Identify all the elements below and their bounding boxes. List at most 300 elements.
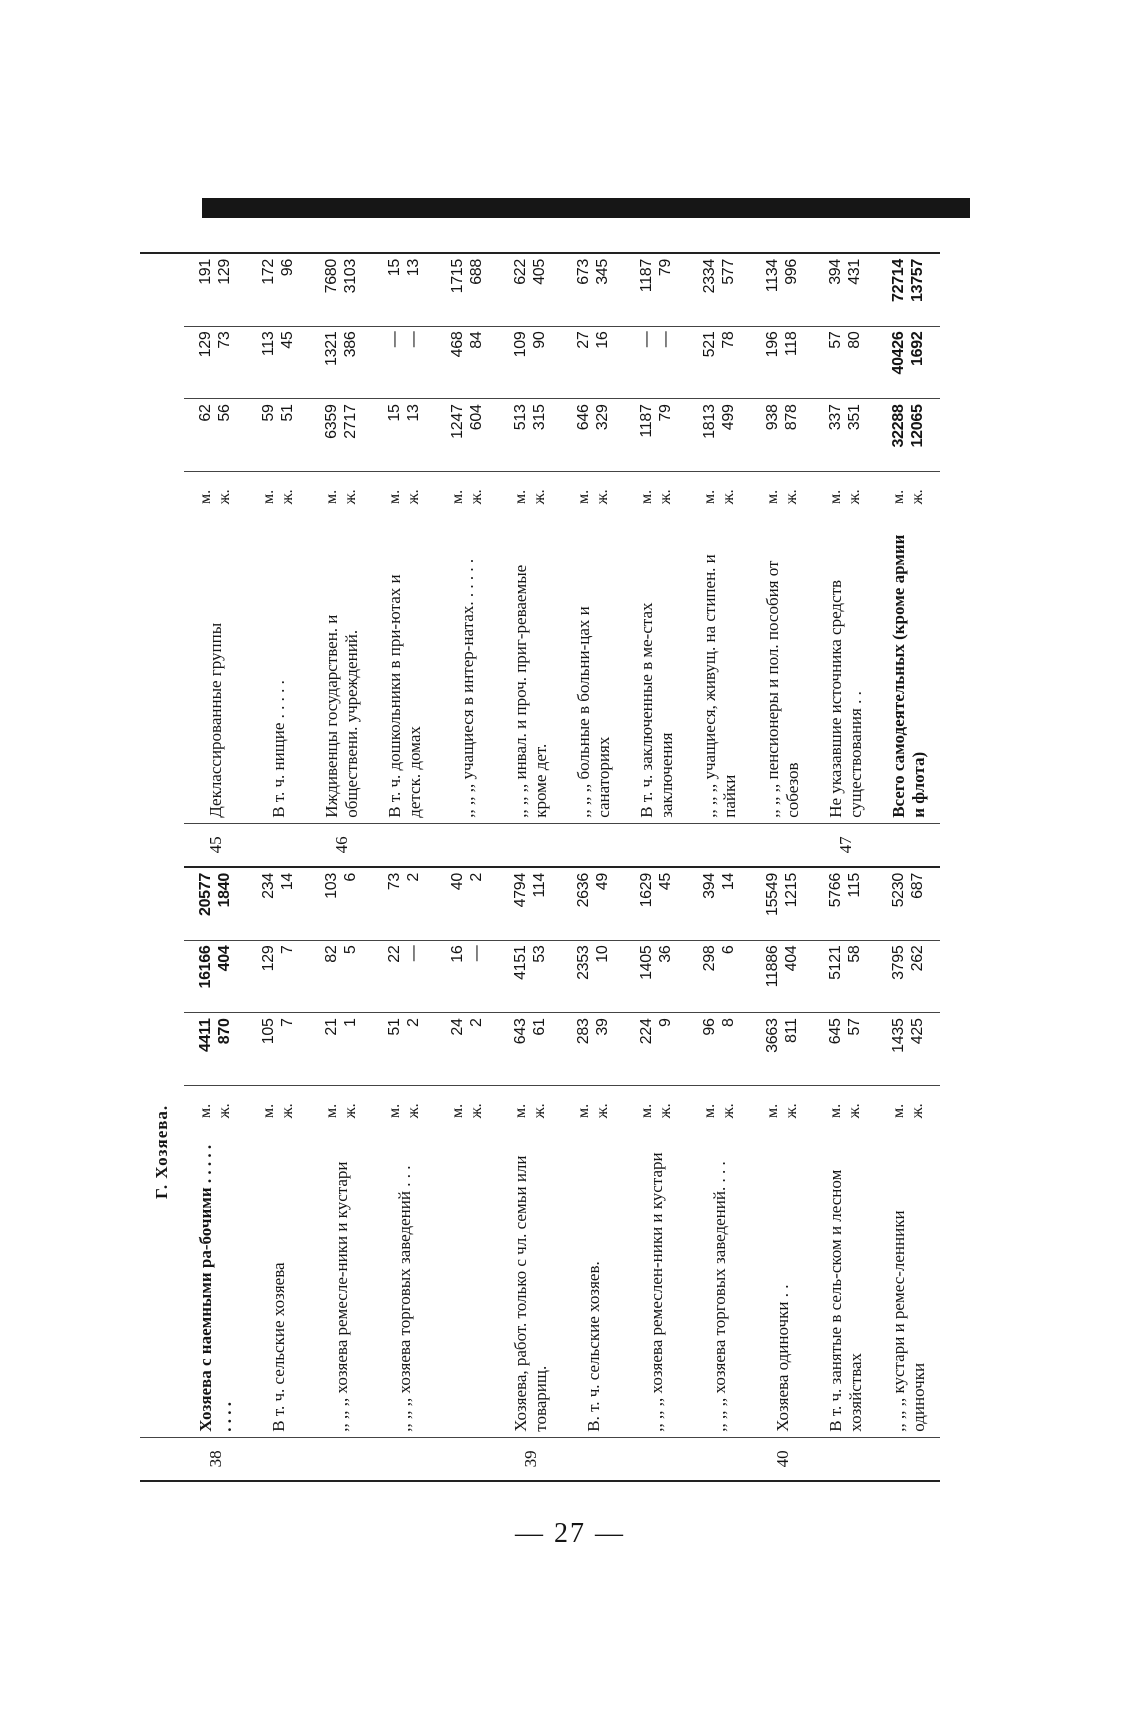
- right-value-c1-f: 604: [467, 404, 485, 431]
- left-value-c1-m: 24: [449, 1018, 467, 1036]
- left-value-c2-m: 298: [701, 945, 719, 972]
- sex-f: ж.: [782, 489, 800, 505]
- right-row-number: [751, 823, 814, 867]
- left-value-c1-m: 283: [575, 1018, 593, 1045]
- right-value-c2: [436, 326, 499, 399]
- left-value-c2: [751, 940, 814, 1013]
- right-value-c3: [877, 253, 940, 326]
- sex-marker: [688, 1086, 751, 1136]
- right-value-c1-m: 6359: [323, 404, 341, 439]
- sex-marker: [562, 472, 625, 522]
- left-value-c2-m: 22: [386, 945, 404, 963]
- left-value-c3-f: 1840: [215, 873, 233, 908]
- right-value-c2: [247, 326, 310, 399]
- table-row: [499, 253, 562, 1481]
- left-row-number: [373, 1437, 436, 1481]
- sex-f: ж.: [845, 489, 863, 505]
- right-value-c2-m: 113: [260, 331, 278, 357]
- right-row-label: ,, ,, ,, учащиеся в интер-натах. . . . . .: [436, 521, 499, 823]
- right-value-c1: [436, 399, 499, 472]
- sex-marker: [625, 1086, 688, 1136]
- left-value-c2-m: 129: [260, 945, 278, 972]
- left-value-c2: [247, 940, 310, 1013]
- left-value-c3: [688, 867, 751, 940]
- sex-f: ж.: [908, 1103, 926, 1119]
- left-value-c3: [562, 867, 625, 940]
- right-value-c3-m: 2334: [701, 259, 719, 294]
- sex-marker: [184, 1086, 247, 1136]
- left-row-label: В т. ч. сельские хозяева: [247, 1135, 310, 1437]
- left-value-c2-m: 16166: [197, 945, 215, 989]
- sex-marker: [373, 1086, 436, 1136]
- right-value-c3: [184, 253, 247, 326]
- right-value-c1: [184, 399, 247, 472]
- right-value-c3: [562, 253, 625, 326]
- right-value-c3-m: 1187: [638, 259, 656, 293]
- sex-m: м.: [386, 1103, 404, 1118]
- right-row-number: [625, 823, 688, 867]
- right-value-c3: [814, 253, 877, 326]
- sex-m: м.: [449, 1103, 467, 1118]
- right-value-c2-m: 27: [575, 331, 593, 349]
- right-value-c1: [499, 399, 562, 472]
- right-value-c3-m: 15: [386, 259, 404, 277]
- sex-m: м.: [260, 1103, 278, 1118]
- right-value-c3-m: 1715: [449, 259, 467, 294]
- left-value-c2: [436, 940, 499, 1013]
- top-rule: [202, 198, 970, 218]
- right-value-c1-m: 1813: [701, 404, 719, 439]
- sex-f: ж.: [719, 1103, 737, 1119]
- left-row-number: 38: [184, 1437, 247, 1481]
- left-row-number: [562, 1437, 625, 1481]
- right-value-c3: [688, 253, 751, 326]
- left-value-c3-m: 234: [260, 873, 278, 899]
- rotated-table-block: [140, 252, 940, 1482]
- sex-marker: [877, 472, 940, 522]
- left-row-label: ,, ,, ,, хозяева торговых заведений . . .: [373, 1135, 436, 1437]
- right-value-c2-m: —: [386, 331, 404, 348]
- right-value-c2-f: 45: [278, 331, 296, 349]
- right-value-c2-f: 16: [593, 331, 611, 349]
- left-value-c1-m: 645: [827, 1018, 845, 1045]
- sex-m: м.: [827, 1103, 845, 1118]
- left-value-c3: [877, 867, 940, 940]
- sex-marker: [877, 1086, 940, 1136]
- right-row-label: В т. ч. дошкольники в при-ютах и детск. домах: [373, 521, 436, 823]
- left-value-c3: [499, 867, 562, 940]
- left-row-number: [625, 1437, 688, 1481]
- sex-m: м.: [890, 489, 908, 504]
- right-row-label: ,, ,, ,, пенсионеры и пол. пособия от собезов: [751, 521, 814, 823]
- right-value-c2-f: 80: [845, 331, 863, 349]
- right-row-label: Иждивенцы государствен. и обществени. учреждений.: [310, 521, 373, 823]
- header-empty-num: [140, 1437, 184, 1481]
- sex-m: м.: [512, 1103, 530, 1118]
- right-value-c1: [814, 399, 877, 472]
- sex-marker: [373, 472, 436, 522]
- right-value-c1-m: 513: [512, 404, 530, 431]
- right-value-c2: [310, 326, 373, 399]
- left-value-c1-f: 811: [782, 1018, 800, 1044]
- sex-f: ж.: [404, 1103, 422, 1119]
- right-row-label: Не указавшие источника средств существования . .: [814, 521, 877, 823]
- statistics-table: [140, 252, 940, 1482]
- left-value-c3-m: 103: [323, 873, 341, 899]
- left-value-c3-m: 73: [386, 873, 404, 891]
- table-row: [688, 253, 751, 1481]
- left-value-c1-m: 643: [512, 1018, 530, 1045]
- sex-marker: [436, 472, 499, 522]
- sex-marker: [751, 1086, 814, 1136]
- right-row-number: [436, 823, 499, 867]
- left-value-c3-m: 15549: [764, 873, 782, 917]
- sex-m: м.: [575, 1103, 593, 1118]
- sex-marker: [247, 472, 310, 522]
- sex-f: ж.: [845, 1103, 863, 1119]
- right-value-c2-m: 57: [827, 331, 845, 349]
- sex-f: ж.: [215, 489, 233, 505]
- left-value-c1-m: 3663: [764, 1018, 782, 1053]
- sex-m: м.: [197, 1103, 215, 1118]
- left-row-number: 39: [499, 1437, 562, 1481]
- sex-marker: [814, 1086, 877, 1136]
- left-value-c2-f: 7: [278, 945, 296, 955]
- sex-f: ж.: [656, 489, 674, 505]
- left-value-c2: [562, 940, 625, 1013]
- sex-m: м.: [764, 489, 782, 504]
- right-value-c1: [751, 399, 814, 472]
- left-value-c3-m: 394: [701, 873, 719, 899]
- right-value-c3-f: 405: [530, 259, 548, 285]
- left-row-number: 40: [751, 1437, 814, 1481]
- left-value-c3: [625, 867, 688, 940]
- sex-f: ж.: [278, 489, 296, 505]
- left-value-c2: [877, 940, 940, 1013]
- sex-f: ж.: [341, 1103, 359, 1119]
- left-value-c1-m: 105: [260, 1018, 278, 1045]
- table-row: [247, 253, 310, 1481]
- left-value-c3: [184, 867, 247, 940]
- left-value-c3-f: 6: [341, 873, 359, 882]
- right-value-c1: [625, 399, 688, 472]
- right-value-c2-f: 84: [467, 331, 485, 349]
- table-row: [751, 253, 814, 1481]
- right-value-c1: [688, 399, 751, 472]
- left-value-c1: [184, 1013, 247, 1086]
- right-row-number: [247, 823, 310, 867]
- sex-m: м.: [260, 489, 278, 504]
- right-row-label: Всего самодеятельных (кроме армии и флота): [877, 521, 940, 823]
- sex-marker: [436, 1086, 499, 1136]
- right-value-c2: [562, 326, 625, 399]
- sex-marker: [247, 1086, 310, 1136]
- right-value-c2-f: 90: [530, 331, 548, 349]
- left-value-c3: [310, 867, 373, 940]
- left-value-c1: [310, 1013, 373, 1086]
- left-value-c1-m: 96: [701, 1018, 719, 1036]
- right-value-c2-f: 78: [719, 331, 737, 349]
- right-value-c1-f: 13: [404, 404, 422, 422]
- right-value-c1-m: 32288: [890, 404, 908, 448]
- right-value-c3-f: 79: [656, 259, 674, 277]
- sex-marker: [562, 1086, 625, 1136]
- left-value-c2-f: 36: [656, 945, 674, 963]
- left-value-c2-f: 10: [593, 945, 611, 963]
- left-value-c3-f: 115: [845, 873, 863, 898]
- left-row-number: [436, 1437, 499, 1481]
- right-value-c3-f: 13757: [908, 259, 926, 302]
- left-value-c1-f: 2: [404, 1018, 422, 1028]
- left-row-label: ,, ,, ,, хозяева ремеслен-ники и кустари: [625, 1135, 688, 1437]
- right-row-number: 46: [310, 823, 373, 867]
- left-value-c1: [751, 1013, 814, 1086]
- sex-m: м.: [701, 1103, 719, 1118]
- right-value-c3-m: 673: [575, 259, 593, 285]
- right-value-c2-f: 1692: [908, 331, 926, 366]
- left-value-c1: [814, 1013, 877, 1086]
- left-value-c3-f: 49: [593, 873, 611, 891]
- sex-m: м.: [197, 489, 215, 504]
- sex-f: ж.: [278, 1103, 296, 1119]
- left-value-c1-m: 4411: [197, 1018, 215, 1052]
- left-value-c3-m: 2636: [575, 873, 593, 908]
- right-value-c2-m: 1321: [323, 331, 341, 366]
- left-row-label: [436, 1135, 499, 1437]
- right-value-c1: [247, 399, 310, 472]
- left-value-c2-f: 5: [341, 945, 359, 955]
- right-value-c1-f: 51: [278, 404, 296, 422]
- right-value-c3: [310, 253, 373, 326]
- left-row-label: В. т. ч. сельские хозяев.: [562, 1135, 625, 1437]
- right-value-c2-m: 129: [197, 331, 215, 358]
- header-empty-right: [140, 253, 184, 867]
- left-value-c2-m: 3795: [890, 945, 908, 980]
- right-value-c2-m: 40426: [890, 331, 908, 375]
- right-value-c2-m: 521: [701, 331, 719, 358]
- left-value-c1: [877, 1013, 940, 1086]
- right-value-c3-m: 1134: [764, 259, 782, 293]
- left-value-c3: [247, 867, 310, 940]
- left-value-c1-f: 1: [341, 1018, 359, 1028]
- right-value-c2-m: 196: [764, 331, 782, 358]
- left-value-c2-m: 16: [449, 945, 467, 963]
- sex-f: ж.: [593, 489, 611, 505]
- left-value-c1-f: 9: [656, 1018, 674, 1028]
- left-row-label: Хозяева, работ. только с чл. семьи или товарищ.: [499, 1135, 562, 1437]
- right-row-label: Деклассированные группы: [184, 521, 247, 823]
- right-value-c2: [373, 326, 436, 399]
- sex-m: м.: [701, 489, 719, 504]
- sex-m: м.: [386, 489, 404, 504]
- right-row-number: 45: [184, 823, 247, 867]
- sex-m: м.: [449, 489, 467, 504]
- right-value-c3: [499, 253, 562, 326]
- left-value-c2-m: 5121: [827, 945, 845, 980]
- right-value-c3-f: 3103: [341, 259, 359, 294]
- left-value-c1: [562, 1013, 625, 1086]
- right-value-c1: [877, 399, 940, 472]
- left-value-c3-f: 687: [908, 873, 926, 899]
- left-value-c1-m: 51: [386, 1018, 404, 1036]
- sex-f: ж.: [404, 489, 422, 505]
- left-row-label: ,, ,, ,, кустари и ремес-ленники одиночки: [877, 1135, 940, 1437]
- left-value-c2-m: 4151: [512, 945, 530, 980]
- right-value-c1-m: 646: [575, 404, 593, 431]
- left-value-c3-f: 2: [404, 873, 422, 882]
- sex-m: м.: [323, 1103, 341, 1118]
- right-value-c2: [751, 326, 814, 399]
- sex-f: ж.: [656, 1103, 674, 1119]
- sex-f: ж.: [719, 489, 737, 505]
- table-row: [625, 253, 688, 1481]
- right-value-c3: [373, 253, 436, 326]
- right-value-c2: [499, 326, 562, 399]
- right-row-number: [877, 823, 940, 867]
- left-value-c2-f: 6: [719, 945, 737, 955]
- left-value-c2: [688, 940, 751, 1013]
- table-row: [562, 253, 625, 1481]
- section-header-row: [140, 253, 184, 1481]
- right-value-c3: [436, 253, 499, 326]
- sex-m: м.: [764, 1103, 782, 1118]
- left-value-c1-f: 870: [215, 1018, 233, 1045]
- right-value-c3-f: 96: [278, 259, 296, 277]
- sex-f: ж.: [467, 1103, 485, 1119]
- table-row: [310, 253, 373, 1481]
- right-row-number: [562, 823, 625, 867]
- left-value-c1-f: 39: [593, 1018, 611, 1036]
- sex-marker: [688, 472, 751, 522]
- left-value-c3-m: 40: [449, 873, 467, 891]
- right-value-c3-m: 72714: [890, 259, 908, 302]
- left-value-c2-m: 82: [323, 945, 341, 963]
- right-value-c3-f: 13: [404, 259, 422, 277]
- left-value-c1-f: 61: [530, 1018, 548, 1036]
- left-value-c1-f: 8: [719, 1018, 737, 1028]
- sex-marker: [310, 472, 373, 522]
- table-row: [373, 253, 436, 1481]
- sex-marker: [751, 472, 814, 522]
- right-value-c1-f: 56: [215, 404, 233, 422]
- right-value-c1-m: 337: [827, 404, 845, 431]
- right-value-c1-m: 15: [386, 404, 404, 422]
- left-value-c1: [373, 1013, 436, 1086]
- left-value-c1-m: 21: [323, 1018, 341, 1036]
- page-number: — 27 —: [515, 1518, 625, 1549]
- right-value-c1-m: 938: [764, 404, 782, 431]
- left-value-c2-m: 1405: [638, 945, 656, 980]
- left-value-c1: [625, 1013, 688, 1086]
- left-value-c3-m: 4794: [512, 873, 530, 908]
- left-value-c3-f: 2: [467, 873, 485, 882]
- right-value-c2-m: 468: [449, 331, 467, 358]
- sex-marker: [310, 1086, 373, 1136]
- right-value-c1: [310, 399, 373, 472]
- right-value-c3-m: 7680: [323, 259, 341, 294]
- left-value-c2-f: 262: [908, 945, 926, 972]
- left-value-c1-m: 1435: [890, 1018, 908, 1053]
- left-value-c2: [184, 940, 247, 1013]
- left-value-c1-f: 2: [467, 1018, 485, 1028]
- left-row-label: В т. ч. занятые в сель-ском и лесном хозяйствах: [814, 1135, 877, 1437]
- right-value-c3-f: 129: [215, 259, 233, 285]
- left-value-c3-m: 1629: [638, 873, 656, 908]
- left-value-c1: [436, 1013, 499, 1086]
- left-value-c3: [751, 867, 814, 940]
- right-value-c1-f: 315: [530, 404, 548, 431]
- sex-marker: [499, 1086, 562, 1136]
- sex-marker: [814, 472, 877, 522]
- left-value-c2-m: 11886: [764, 945, 782, 988]
- sex-f: ж.: [530, 489, 548, 505]
- right-value-c3-f: 577: [719, 259, 737, 285]
- left-value-c2-f: 404: [782, 945, 800, 972]
- right-value-c3-m: 172: [260, 259, 278, 285]
- left-value-c3-m: 5230: [890, 873, 908, 908]
- right-value-c3: [625, 253, 688, 326]
- left-value-c1: [688, 1013, 751, 1086]
- right-value-c2: [877, 326, 940, 399]
- left-value-c2-f: —: [404, 945, 422, 962]
- left-value-c3: [436, 867, 499, 940]
- left-value-c3-f: 1215: [782, 873, 800, 908]
- sex-f: ж.: [782, 1103, 800, 1119]
- right-value-c3-m: 191: [197, 259, 215, 285]
- right-value-c1: [373, 399, 436, 472]
- right-value-c2-m: —: [638, 331, 656, 348]
- sex-f: ж.: [467, 489, 485, 505]
- left-value-c3-f: 14: [278, 873, 296, 891]
- left-row-number: [814, 1437, 877, 1481]
- right-value-c1-f: 351: [845, 404, 863, 431]
- left-value-c1: [247, 1013, 310, 1086]
- sex-m: м.: [827, 489, 845, 504]
- left-value-c3-m: 5766: [827, 873, 845, 908]
- left-value-c3-f: 114: [530, 873, 548, 898]
- left-value-c1-f: 57: [845, 1018, 863, 1036]
- left-row-number: [247, 1437, 310, 1481]
- sex-f: ж.: [215, 1103, 233, 1119]
- right-value-c1-f: 2717: [341, 404, 359, 439]
- sex-marker: [625, 472, 688, 522]
- sex-m: м.: [890, 1103, 908, 1118]
- right-value-c2-f: —: [404, 331, 422, 348]
- sex-f: ж.: [530, 1103, 548, 1119]
- left-value-c3-f: 14: [719, 873, 737, 891]
- right-row-number: [688, 823, 751, 867]
- left-value-c2-f: 58: [845, 945, 863, 963]
- left-value-c3: [373, 867, 436, 940]
- left-value-c3-f: 45: [656, 873, 674, 891]
- right-value-c3: [247, 253, 310, 326]
- right-value-c1-m: 1247: [449, 404, 467, 439]
- right-value-c3-f: 431: [845, 259, 863, 285]
- right-value-c1-f: 329: [593, 404, 611, 431]
- sex-marker: [184, 472, 247, 522]
- sex-f: ж.: [341, 489, 359, 505]
- right-value-c2-f: 386: [341, 331, 359, 358]
- left-row-number: [688, 1437, 751, 1481]
- right-value-c1-f: 12065: [908, 404, 926, 448]
- right-value-c1-m: 62: [197, 404, 215, 422]
- left-row-label: ,, ,, ,, хозяева торговых заведений. . . .: [688, 1135, 751, 1437]
- left-value-c2: [310, 940, 373, 1013]
- right-row-number: [373, 823, 436, 867]
- sex-marker: [499, 472, 562, 522]
- right-value-c2-f: —: [656, 331, 674, 348]
- right-value-c1-f: 79: [656, 404, 674, 422]
